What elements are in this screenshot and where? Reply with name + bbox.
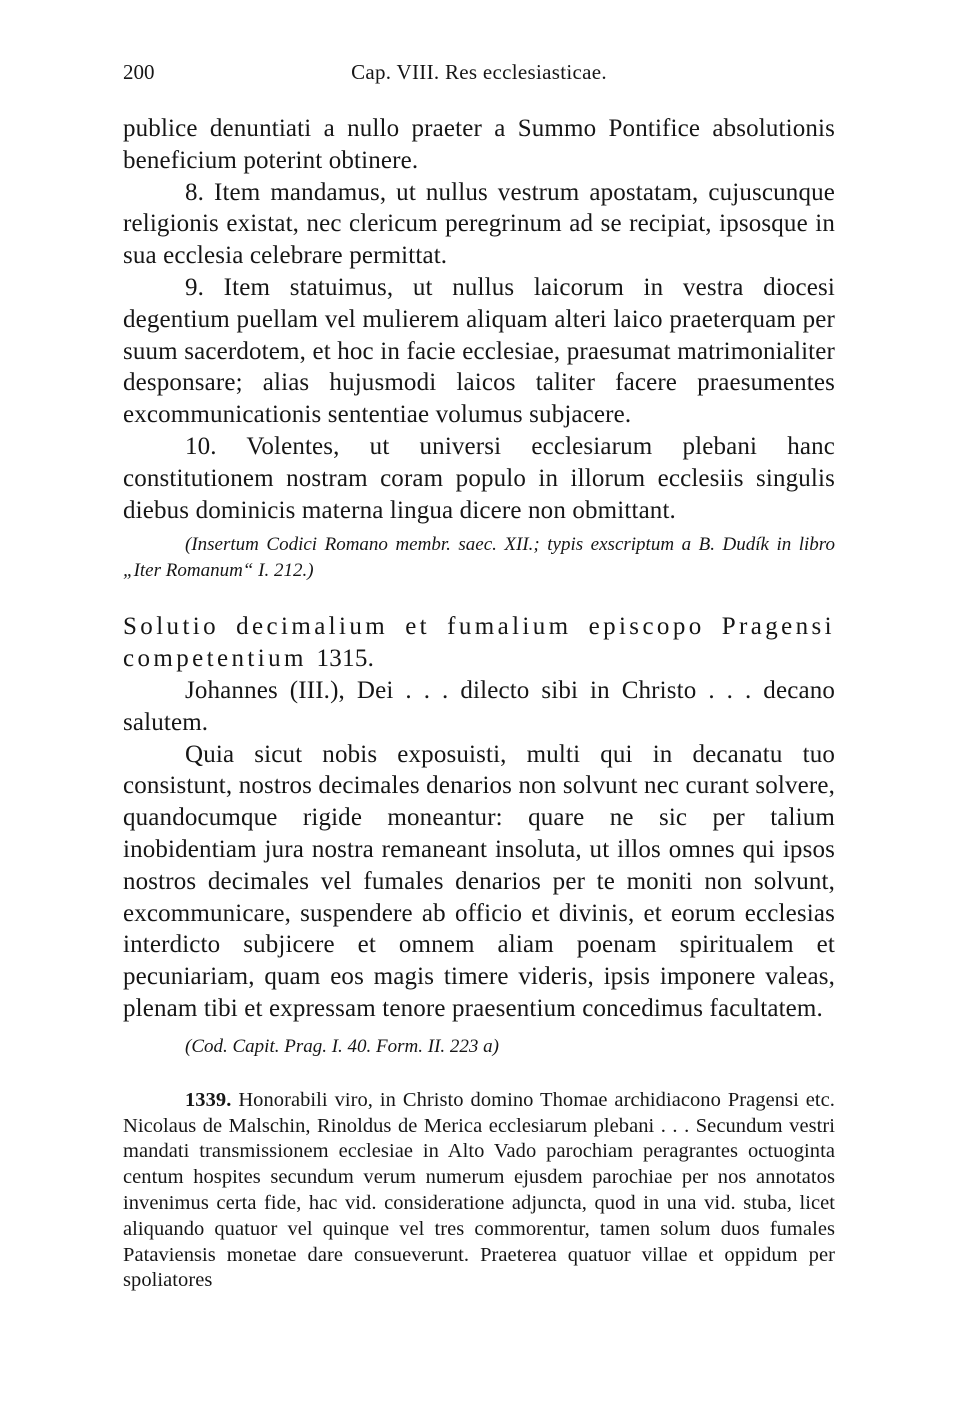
paragraph-continuation: publice denuntiati a nullo praeter a Summo Pontifice absolutionis beneficium poterint obtinere. bbox=[123, 115, 835, 174]
document-page bbox=[123, 50, 835, 1315]
section-heading-year: 1315. bbox=[316, 645, 375, 673]
section-body: Quia sicut nobis exposuisti, multi qui in decanatu tuo consistunt, nostros decimales denarios non solvunt nec curant solvere, quandocumque rigide moneantur: quare ne sic per talium inobidentiam jura nostra remaneant insoluta, ut illos omnes qui ipsos nostros decimales vel fumales denarios per te moniti non solvunt, excommunicare, suspendere ab officio et divinis, et eorum ecclesias interdicto subjicere et omnem aliam poenam spiritualem et pecuniariam, quam eos magis timere videris, ipsis imponere valeas, plenam tibi et expressam tenore praesentium concedimus facultatem. bbox=[123, 740, 835, 1022]
body-text bbox=[123, 113, 835, 1294]
running-head bbox=[123, 50, 835, 94]
section-heading bbox=[123, 611, 835, 675]
small-print-section bbox=[123, 1088, 835, 1294]
chapter-title: Cap. VIII. Res ecclesiasticae. bbox=[351, 60, 607, 84]
paragraph-item-8: 8. Item mandamus, ut nullus vestrum apostatam, cujuscunque religionis existat, nec clericum peregrinum ad se recipiat, ipsosque in sua ecclesia celebrare permittat. bbox=[123, 178, 835, 270]
salutation: Johannes (III.), Dei . . . dilecto sibi in Christo . . . decano salutem. bbox=[123, 676, 835, 736]
source-note: (Insertum Codici Romano membr. saec. XII.; typis exscriptum a B. Dudík in libro „Iter Romanum“ I. 212.) bbox=[123, 534, 835, 582]
page-number: 200 bbox=[123, 60, 155, 84]
section-source-note: (Cod. Capit. Prag. I. 40. Form. II. 223 a) bbox=[185, 1035, 500, 1057]
small-section-number: 1339. bbox=[185, 1088, 232, 1111]
paragraph-item-9: 9. Item statuimus, ut nullus laicorum in vestra diocesi degentium puellam vel mulierem aliquam alteri laico praeterquam per suum sacerdotem, et hoc in facie ecclesiae, praesumat matrimonialiter desponsare; alias hujusmodi laicos taliter facere praesumentes excommunicationis sententiae volumus subjacere. bbox=[123, 273, 835, 429]
section-heading-title: Solutio decimalium et fumalium episcopo Pragensi competentium bbox=[123, 613, 835, 673]
small-section-text: Honorabili viro, in Christo domino Thomae archidiacono Pragensi etc. Nicolaus de Malschin, Rinoldus de Merica ecclesiarum plebani . . . Secundum vestri mandati transmissionem ecclesiae in Alto Vado parochiam peragrantes octuoginta centum hospites secundum verum numerum ejusdem parochiae per nos annotatos invenimus certa fide, hac vid. consideratione adjuncta, quod in una vid. stuba, licet aliquando quatuor vel quinque vel tres commorentur, tamen solum duos fumales Pataviensis monetae dare consueverunt. Praeterea quatuor villae et oppidum per spoliatores bbox=[123, 1088, 835, 1292]
paragraph-item-10: 10. Volentes, ut universi ecclesiarum plebani hanc constitutionem nostram coram populo in illorum ecclesiis singulis diebus dominicis materna lingua dicere non obmittant. bbox=[123, 432, 835, 524]
